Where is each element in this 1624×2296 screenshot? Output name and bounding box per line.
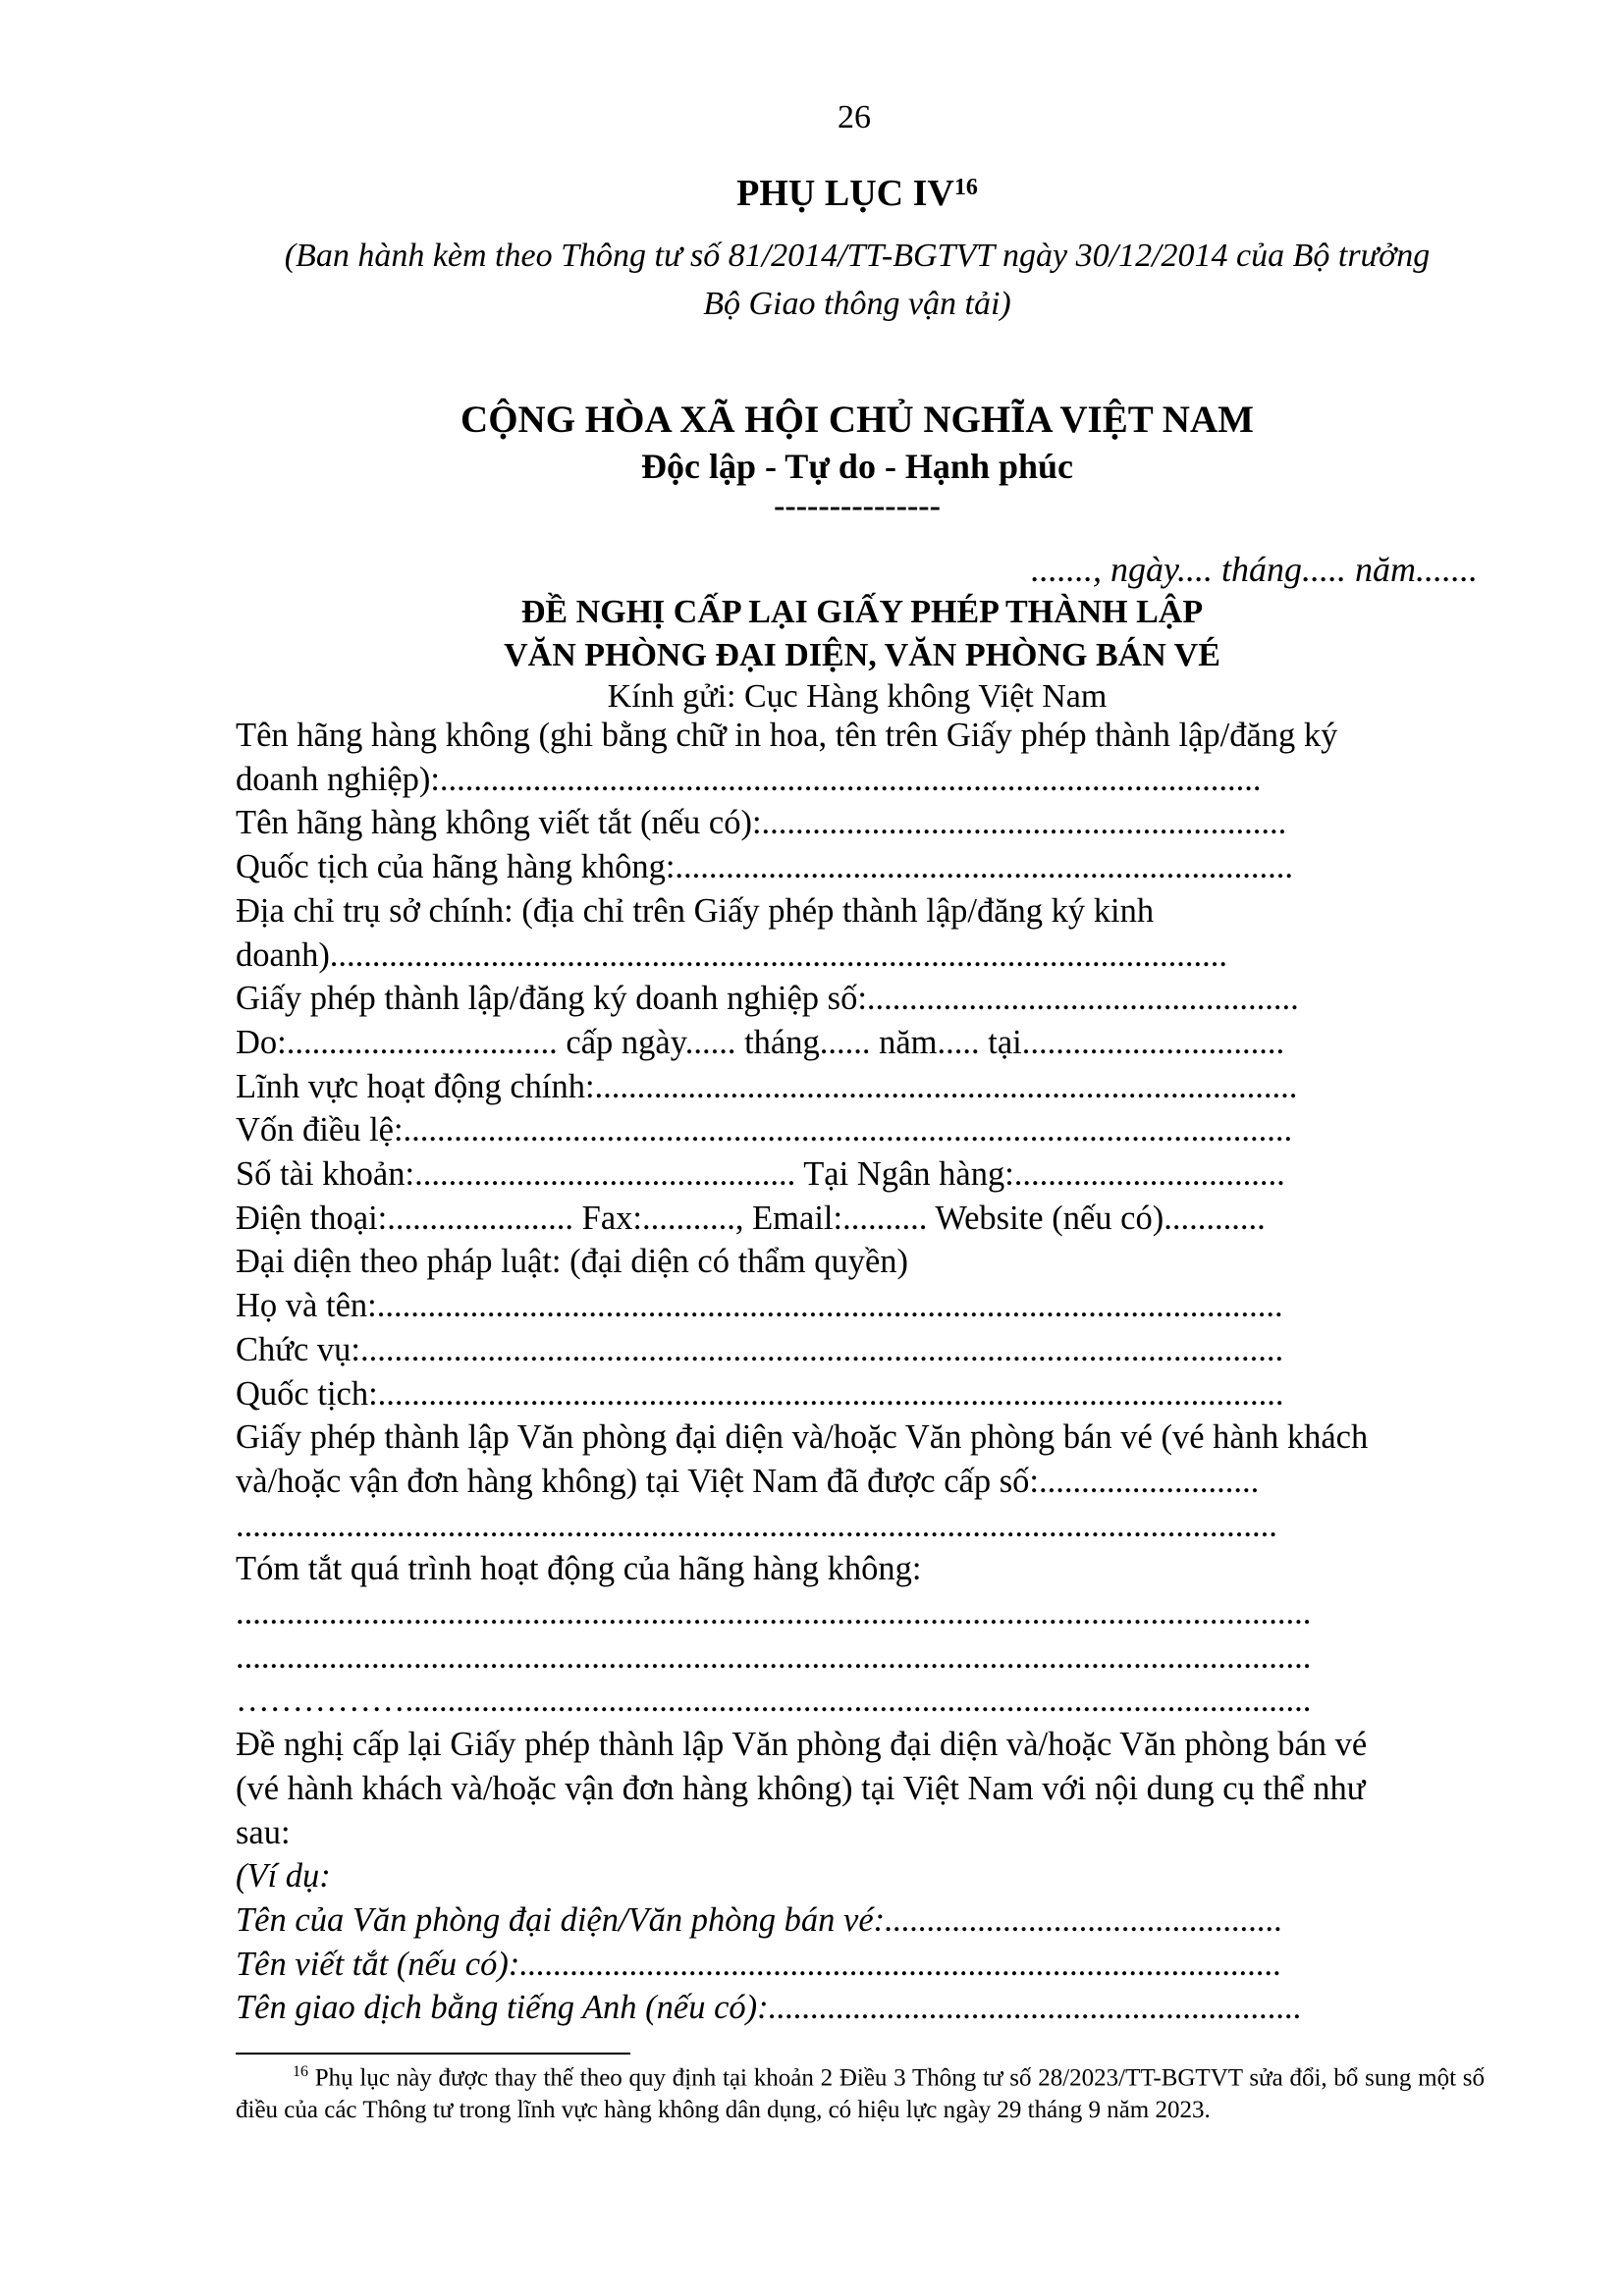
- appendix-title-text: PHỤ LỤC IV: [736, 173, 954, 214]
- form-line: và/hoặc vận đơn hàng không) tại Việt Nam đã được cấp số:..........................: [236, 1462, 1260, 1500]
- form-line: Quốc tịch của hãng hàng không:.........................................................................: [236, 848, 1294, 886]
- date-line: ......., ngày.... tháng..... năm.......: [1031, 550, 1478, 589]
- form-line: sau:: [236, 1813, 291, 1851]
- form-line: doanh)..........................................................................................................: [236, 935, 1228, 974]
- form-body: [236, 714, 1368, 2030]
- page-number: 26: [838, 99, 871, 135]
- form-line: Tên hãng hàng không (ghi bằng chữ in hoa, tên trên Giấy phép thành lập/đăng ký: [236, 717, 1338, 754]
- request-title-line-1: ĐỀ NGHỊ CẤP LẠI GIẤY PHÉP THÀNH LẬP: [520, 594, 1204, 630]
- footnote-reference: 16: [953, 175, 978, 200]
- form-line: ...........................................................................................................................: [236, 1506, 1277, 1544]
- form-line: Đại diện theo pháp luật: (đại diện có thẩm quyền): [236, 1243, 908, 1281]
- form-line: Giấy phép thành lập/đăng ký doanh nghiệp số:...................................................: [236, 980, 1299, 1018]
- form-line: (vé hành khách và/hoặc vận đơn hàng không) tại Việt Nam với nội dung cụ thể như: [236, 1769, 1366, 1807]
- example-line: Tên giao dịch bằng tiếng Anh (nếu có):...............................................................: [236, 1989, 1303, 2027]
- form-line: Điện thoại:...................... Fax:..........., Email:.......... Website (nếu có)............: [236, 1199, 1266, 1237]
- form-line: Vốn điều lệ:.........................................................................................................: [236, 1111, 1293, 1149]
- form-line: Tóm tắt quá trình hoạt động của hãng hàng không:: [236, 1550, 922, 1588]
- request-title-line-2: VĂN PHÒNG ĐẠI DIỆN, VĂN PHÒNG BÁN VÉ: [504, 637, 1220, 673]
- form-line: Họ và tên:...........................................................................................................: [236, 1287, 1283, 1325]
- form-line: ...............................................................................................................................: [236, 1594, 1312, 1632]
- form-line: Quốc tịch:...........................................................................................................: [236, 1374, 1284, 1413]
- form-line: Do:................................ cấp ngày...... tháng...... năm..... tại...............................: [236, 1023, 1285, 1061]
- footnote-marker: 16: [293, 2063, 308, 2080]
- form-line: Giấy phép thành lập Văn phòng đại diện và/hoặc Văn phòng bán vé (vé hành khách: [236, 1418, 1369, 1457]
- example-line: Tên viết tắt (nếu có):..........................................................................................: [236, 1945, 1282, 1983]
- form-line: Địa chỉ trụ sở chính: (địa chỉ trên Giấy phép thành lập/đăng ký kinh: [236, 891, 1155, 930]
- form-line: Tên hãng hàng không viết tắt (nếu có):..............................................................: [236, 804, 1287, 842]
- national-name: CỘNG HÒA XÃ HỘI CHỦ NGHĨA VIỆT NAM: [460, 399, 1254, 441]
- example-line: Tên của Văn phòng đại diện/Văn phòng bán vé:...............................................: [236, 1900, 1283, 1939]
- form-line: Chức vụ:.............................................................................................................: [236, 1330, 1284, 1368]
- example-line: (Ví dụ:: [236, 1857, 331, 1896]
- appendix-subtitle-line-1: (Ban hành kèm theo Thông tư số 81/2014/TT-BGTVT ngày 30/12/2014 của Bộ trưởng: [284, 238, 1431, 274]
- header-separator: ---------------: [774, 488, 941, 524]
- recipient-line: Kính gửi: Cục Hàng không Việt Nam: [607, 678, 1108, 715]
- appendix-subtitle-line-2: Bộ Giao thông vận tải): [703, 286, 1011, 322]
- footnote-separator: [236, 2053, 630, 2055]
- form-line: Số tài khoản:............................................. Tại Ngân hàng:................................: [236, 1155, 1285, 1194]
- form-line: Đề nghị cấp lại Giấy phép thành lập Văn phòng đại diện và/hoặc Văn phòng bán vé: [236, 1726, 1368, 1764]
- form-line: doanh nghiệp):.................................................................................................: [236, 760, 1262, 798]
- footnote: [236, 2056, 1485, 2126]
- appendix-title: [0, 169, 1624, 218]
- footnote-text: Phụ lục này được thay thế theo quy định tại khoản 2 Điều 3 Thông tư số 28/2023/TT-BGTVT sửa đổi, bổ sung một số điều của các Thông tư trong lĩnh vực hàng không dân dụng, có hiệu lực ngày 29 tháng 9 năm 2023.: [236, 2064, 1485, 2124]
- form-line: ……………...........................................................................................................: [236, 1682, 1312, 1720]
- form-line: Lĩnh vực hoạt động chính:...................................................................................: [236, 1067, 1298, 1105]
- form-line: ...............................................................................................................................: [236, 1637, 1312, 1676]
- national-motto: Độc lập - Tự do - Hạnh phúc: [640, 447, 1074, 486]
